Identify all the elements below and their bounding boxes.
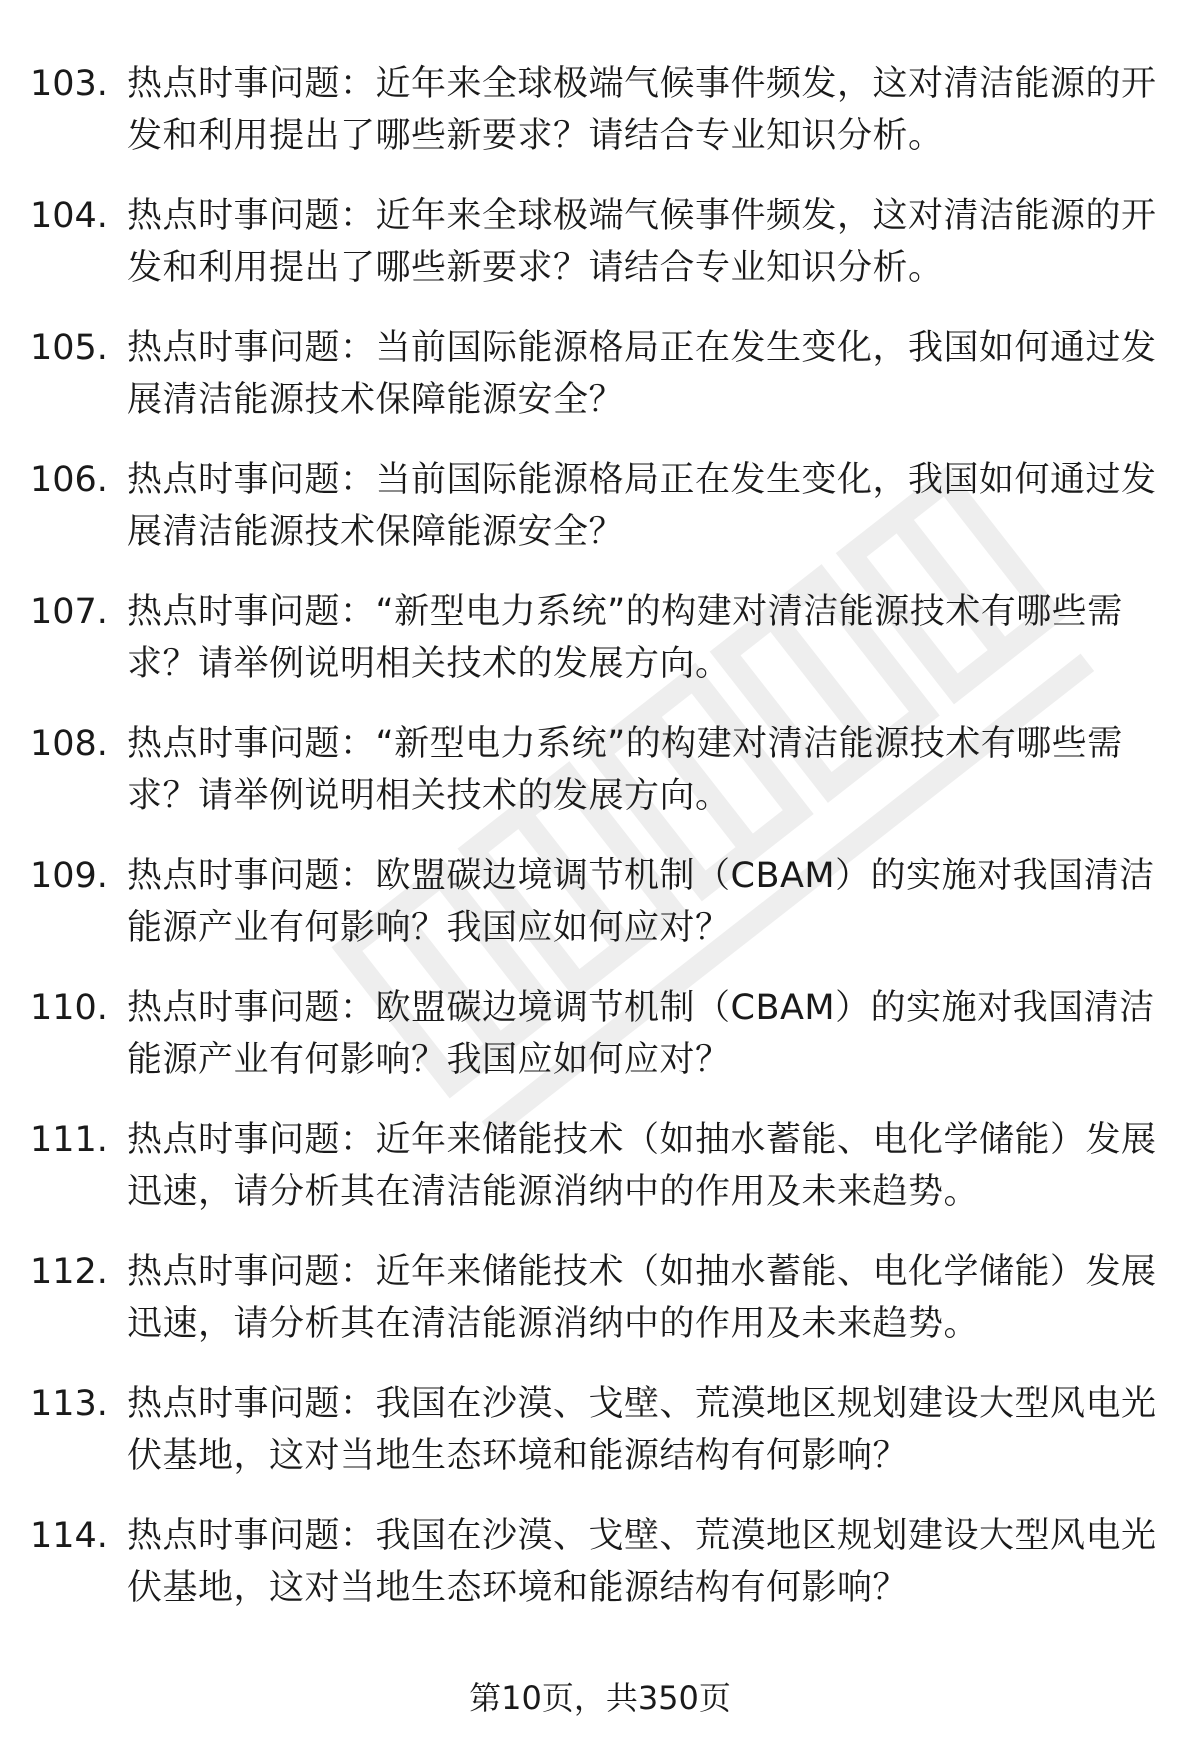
page-number-footer: 第10页，共350页 [469,1679,731,1717]
question-text: 热点时事问题：我国在沙漠、戈壁、荒漠地区规划建设大型风电光伏基地，这对当地生态环境和能源结构有何影响？ [127,1384,1157,1476]
question-text: 热点时事问题：近年来储能技术（如抽水蓄能、电化学储能）发展迅速，请分析其在清洁能源消纳中的作用及未来趋势。 [127,1252,1157,1344]
question-text: 热点时事问题：我国在沙漠、戈壁、荒漠地区规划建设大型风电光伏基地，这对当地生态环境和能源结构有何影响？ [127,1516,1157,1608]
question-item [0,322,1200,454]
question-item [0,1510,1200,1642]
question-text: 热点时事问题：“新型电力系统”的构建对清洁能源技术有哪些需求？请举例说明相关技术的发展方向。 [127,592,1123,684]
question-number: 108. [30,724,108,764]
question-item [0,850,1200,982]
question-item [0,1114,1200,1246]
question-number: 114. [30,1516,108,1556]
question-text: 热点时事问题：当前国际能源格局正在发生变化，我国如何通过发展清洁能源技术保障能源安全？ [127,328,1157,420]
question-number: 109. [30,856,108,896]
question-item [0,1246,1200,1378]
question-list [0,58,1200,1642]
question-number: 112. [30,1252,108,1292]
question-item [0,190,1200,322]
question-item [0,718,1200,850]
question-number: 107. [30,592,108,632]
question-number: 106. [30,460,108,500]
question-number: 105. [30,328,108,368]
question-number: 113. [30,1384,108,1424]
question-text: 热点时事问题：欧盟碳边境调节机制（CBAM）的实施对我国清洁能源产业有何影响？我国应如何应对？ [127,856,1155,948]
question-item [0,454,1200,586]
question-text: 热点时事问题：欧盟碳边境调节机制（CBAM）的实施对我国清洁能源产业有何影响？我国应如何应对？ [127,988,1155,1080]
question-text: 热点时事问题：近年来全球极端气候事件频发，这对清洁能源的开发和利用提出了哪些新要求？请结合专业知识分析。 [127,196,1157,288]
question-text: 热点时事问题：“新型电力系统”的构建对清洁能源技术有哪些需求？请举例说明相关技术的发展方向。 [127,724,1123,816]
question-text: 热点时事问题：近年来储能技术（如抽水蓄能、电化学储能）发展迅速，请分析其在清洁能源消纳中的作用及未来趋势。 [127,1120,1157,1212]
question-number: 103. [30,64,108,104]
question-item [0,982,1200,1114]
question-text: 热点时事问题：当前国际能源格局正在发生变化，我国如何通过发展清洁能源技术保障能源安全？ [127,460,1157,552]
question-number: 104. [30,196,108,236]
question-item [0,1378,1200,1510]
question-item [0,586,1200,718]
question-number: 110. [30,988,108,1028]
question-item [0,58,1200,190]
question-number: 111. [30,1120,108,1160]
question-text: 热点时事问题：近年来全球极端气候事件频发，这对清洁能源的开发和利用提出了哪些新要求？请结合专业知识分析。 [127,64,1157,156]
